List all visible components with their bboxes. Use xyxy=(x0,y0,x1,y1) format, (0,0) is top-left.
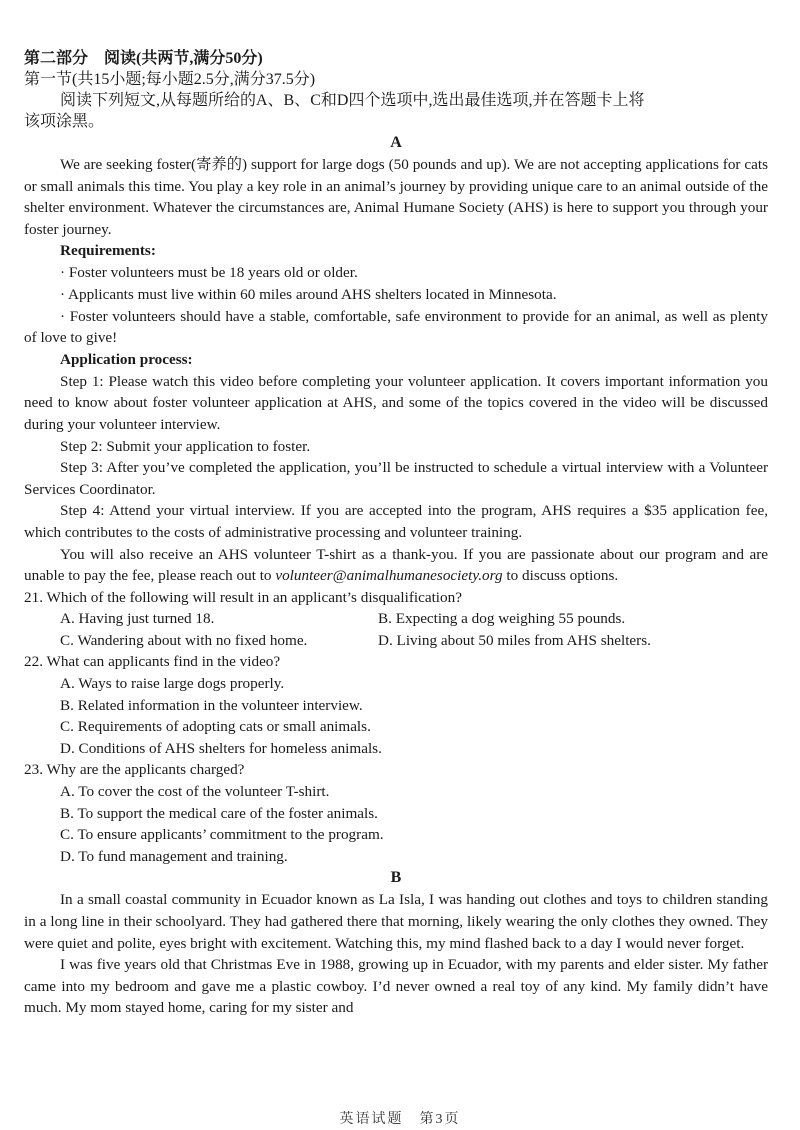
option-a: A. Having just turned 18. xyxy=(60,610,215,628)
option-c: C. Requirements of adopting cats or small animals. xyxy=(60,718,371,736)
page-footer: 英语试题 第3页 xyxy=(339,1112,461,1127)
passage-b-paragraph-2: I was five years old that Christmas Eve in 1988, growing up in Ecuador, with my parents and elder sister. My father came into my bedroom and gave me a plastic cowboy. I’d never owned a real toy of any kind. My family didn’t have much. My mom stayed home, caring for my sister and xyxy=(24,956,768,1017)
passage-a-intro: We are seeking foster(寄养的) support for large dogs (50 pounds and up). We are not accepting applications for cats or small animals this time. You play a key role in an animal’s journey by providing unique care to an animal outside of the shelter environment. Whatever the circumstances are, Animal Humane Society (AHS) is here to support you through your foster journey. xyxy=(24,156,768,238)
closing-text-after: to discuss options. xyxy=(502,567,619,585)
requirement-item: · Foster volunteers should have a stable, comfortable, safe environment to provide for an animal, as well as plenty of love to give! xyxy=(24,307,768,347)
option-b: B. To support the medical care of the foster animals. xyxy=(60,804,378,822)
option-c: C. To ensure applicants’ commitment to the program. xyxy=(60,826,384,844)
passage-b-paragraph-1: In a small coastal community in Ecuador known as La Isla, I was handing out clothes and toys to children standing in a long line in their schoolyard. They had gathered there that morning, likely wearing the only clothes they owned. They were quiet and polite, eyes bright with excitement. Watching this, my mind flashed back to a day I would never forget. xyxy=(24,891,768,952)
step-2: Step 2: Submit your application to foster. xyxy=(60,437,311,455)
option-a: A. Ways to raise large dogs properly. xyxy=(60,675,285,693)
requirements-title: Requirements: xyxy=(60,242,156,260)
option-a: A. To cover the cost of the volunteer T-shirt. xyxy=(60,783,330,801)
requirement-item: · Applicants must live within 60 miles around AHS shelters located in Minnesota. xyxy=(60,285,557,303)
instruction-line-1: 阅读下列短文,从每题所给的A、B、C和D四个选项中,选出最佳选项,并在答题卡上将 xyxy=(60,92,645,109)
option-d: D. To fund management and training. xyxy=(60,847,288,865)
option-b: B. Expecting a dog weighing 55 pounds. xyxy=(378,610,626,628)
option-d: D. Living about 50 miles from AHS shelters. xyxy=(378,631,651,649)
passage-a-closing xyxy=(24,544,768,587)
process-title: Application process: xyxy=(60,350,193,368)
section-heading: 第一节(共15小题;每小题2.5分,满分37.5分) xyxy=(24,71,316,88)
contact-email: volunteer@animalhumanesociety.org xyxy=(275,567,503,585)
passage-b-letter: B xyxy=(390,869,402,887)
option-c: C. Wandering about with no fixed home. xyxy=(60,631,308,649)
option-d: D. Conditions of AHS shelters for homeless animals. xyxy=(60,739,382,757)
question-22-stem: 22. What can applicants find in the video? xyxy=(24,653,281,671)
step-3: Step 3: After you’ve completed the application, you’ll be instructed to schedule a virtual interview with a Volunteer Services Coordinator. xyxy=(24,459,768,498)
question-23-stem: 23. Why are the applicants charged? xyxy=(24,761,245,779)
option-b: B. Related information in the volunteer interview. xyxy=(60,696,363,714)
closing-text-before: You will also receive an AHS volunteer T-shirt as a thank-you. If you are passionate about our program and are unable to pay the fee, please reach out to xyxy=(24,545,768,585)
passage-a-letter: A xyxy=(390,134,402,151)
question-21-options-row-1 xyxy=(24,608,768,630)
part-heading: 第二部分 阅读(共两节,满分50分) xyxy=(24,50,263,67)
requirement-item: · Foster volunteers must be 18 years old or older. xyxy=(60,264,358,282)
question-21-options-row-2 xyxy=(24,630,768,652)
instruction-line-2: 该项涂黑。 xyxy=(24,113,105,130)
step-4: Step 4: Attend your virtual interview. If you are accepted into the program, AHS requires a $35 application fee, which contributes to the costs of administrative processing and volunteer training. xyxy=(24,502,768,541)
question-21-stem: 21. Which of the following will result in an applicant’s disqualification? xyxy=(24,588,462,606)
step-1: Step 1: Please watch this video before completing your volunteer application. It covers important information you need to know about foster volunteer application at AHS, and some of the topics covered in the video will be discussed during your volunteer interview. xyxy=(24,372,768,433)
